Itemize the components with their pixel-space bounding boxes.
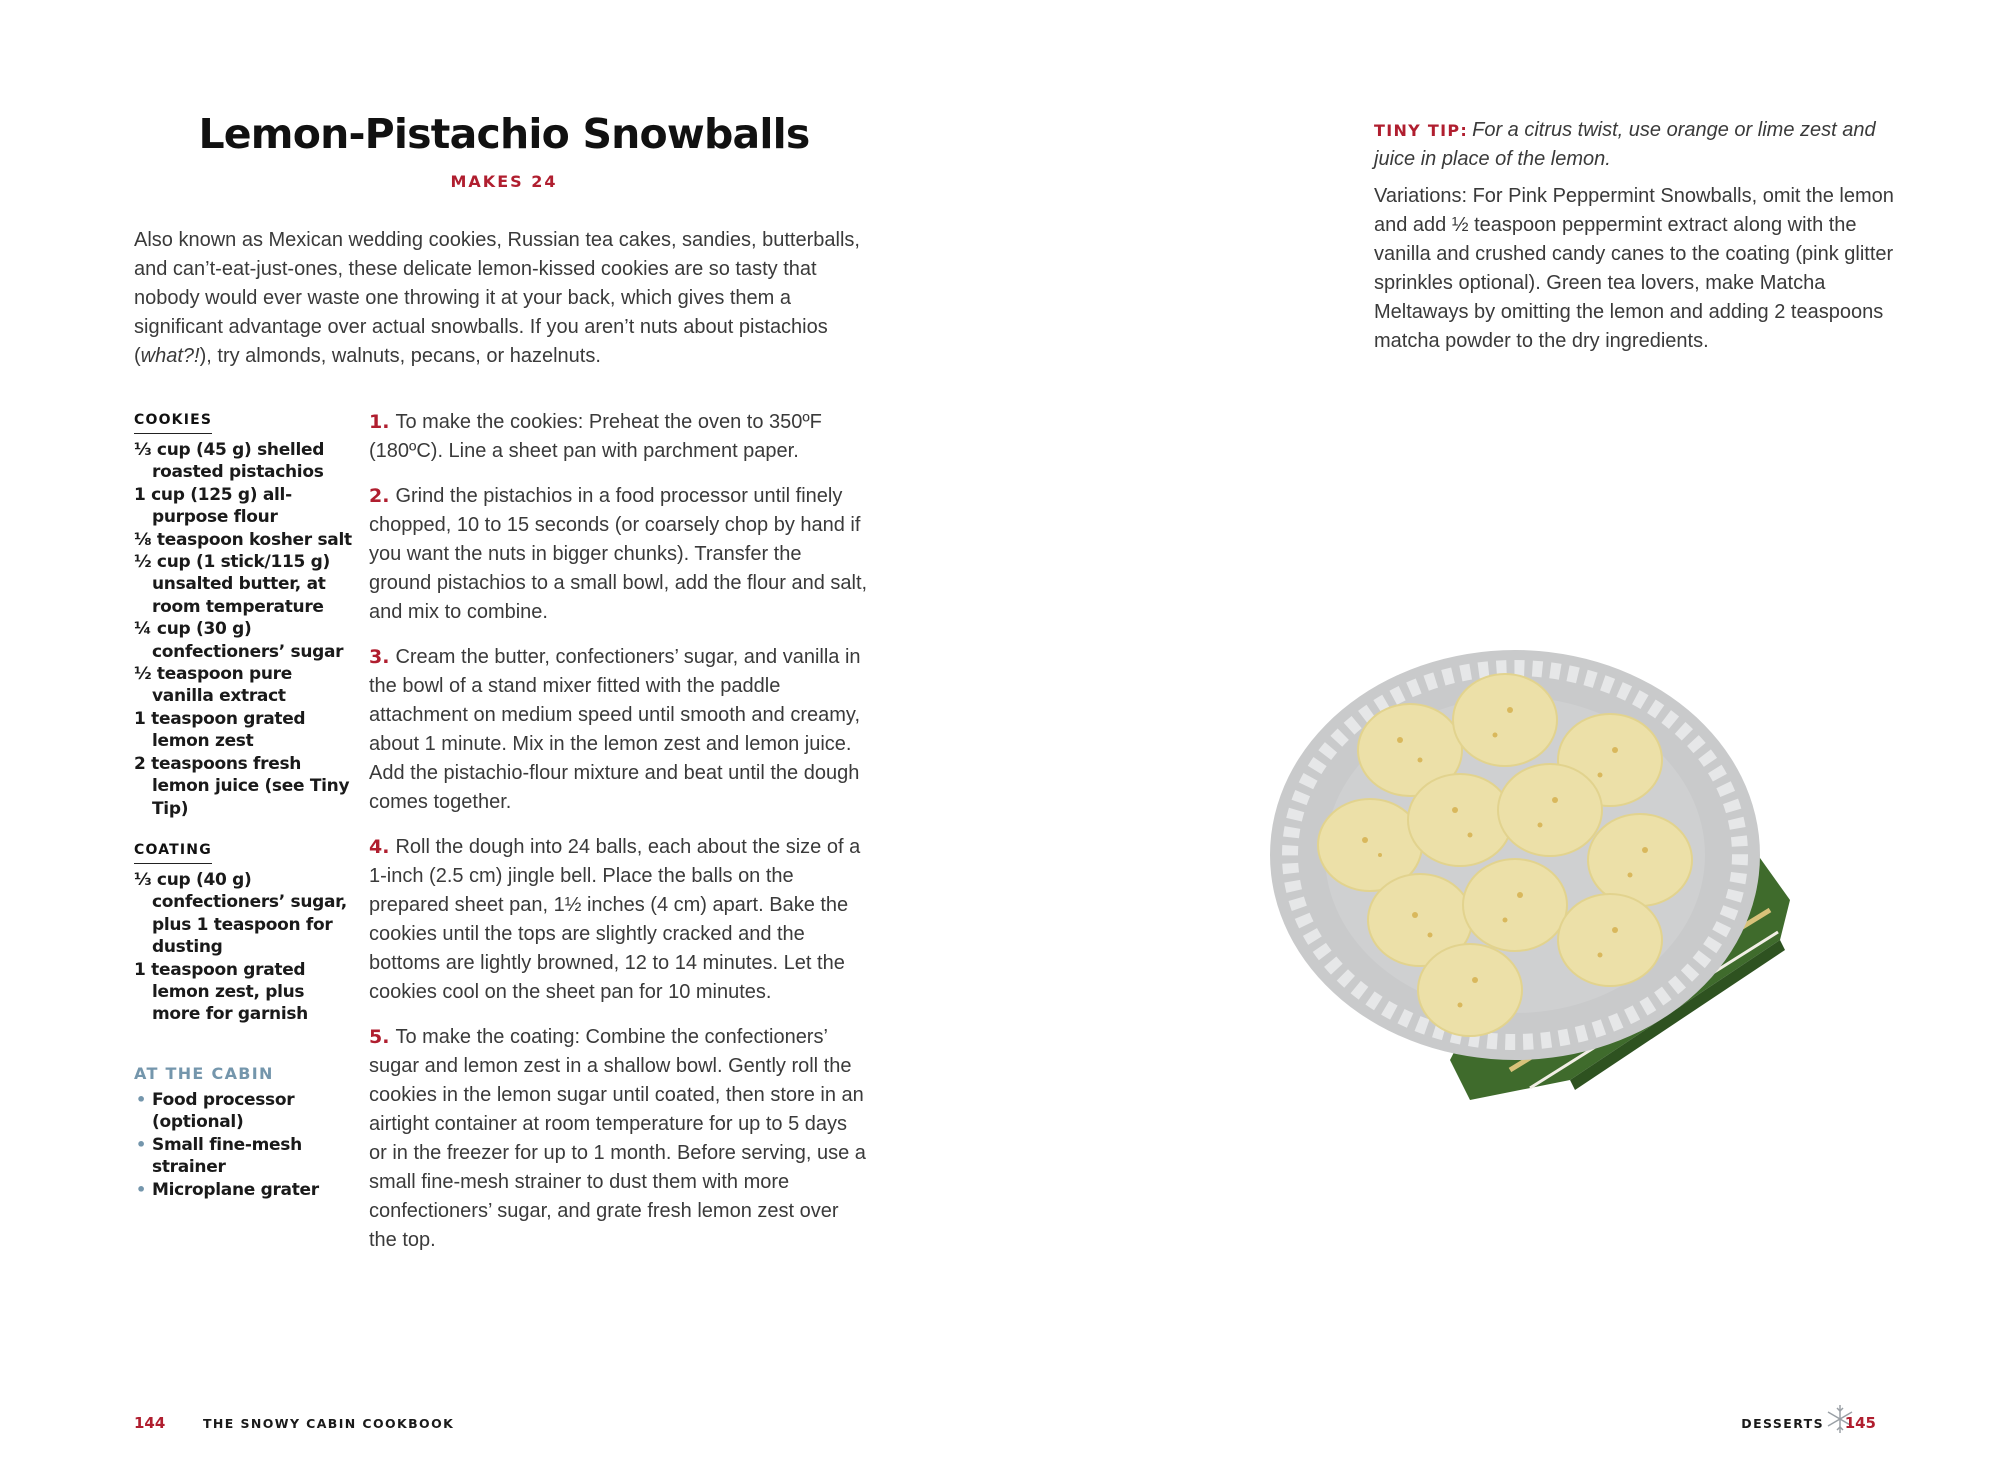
intro-text-2: ), try almonds, walnuts, pecans, or hazelnuts. [199,345,601,367]
at-the-cabin [134,1064,354,1201]
coating-ingredients [134,838,354,1026]
ingredient-item: 1 teaspoon grated lemon zest [134,708,306,752]
ingredient-item: ½ cup (1 stick/115 g) unsalted butter, at room temperature [134,552,331,617]
ingredients-column [134,408,354,1044]
ingredient-item: 2 teaspoons fresh lemon juice (see Tiny Tip) [134,753,350,819]
cookies-heading: COOKIES [134,410,212,434]
ingredient-item: 1 teaspoon grated lemon zest, plus more for garnish [134,959,308,1025]
right-page [1000,0,2000,1480]
variations-text: Variations: For Pink Peppermint Snowballs, omit the lemon and add ½ teaspoon peppermint extract along with the vanilla and crushed candy canes to the coating (pink glitter sprinkles optional). Green tea lovers, make Matcha Meltaways by omitting the lemon and adding 2 teaspoons matcha powder to the dry ingredients. [1374,185,1894,352]
cookie [1498,764,1602,856]
section-name-footer: DESSERTS [1741,1416,1824,1431]
ingredient-item: 1 cup (125 g) all-purpose flour [134,484,292,528]
tiny-tip [1374,116,1894,174]
method-steps [369,408,869,1271]
step-text: Roll the dough into 24 balls, each about the size of a 1-inch (2.5 cm) jingle bell. Place the balls on the prepared sheet pan, 1½ inches (4 cm) apart. Bake the cookies until the tops are slightly cracked and the bottoms are lightly browned, 12 to 14 minutes. Let the cookies cool on the sheet pan for 10 minutes. [369,836,861,1003]
book-title-footer: THE SNOWY CABIN COOKBOOK [203,1416,455,1431]
tool-item [134,1134,354,1179]
step-text: To make the coating: Combine the confectioners’ sugar and lemon zest in a shallow bowl. Gently roll the cookies in the lemon sugar until coated, then store in an airtight container at room temperature for up to 5 days or in the freezer for up to 1 month. Before serving, use a small fine-mesh strainer to dust them with more confectioners’ sugar, and grate fresh lemon zest over the top. [369,1026,866,1251]
step-1 [369,408,869,466]
tip-label: TINY TIP: [1374,121,1469,140]
step-3 [369,643,869,817]
step-number: 2. [369,485,390,507]
cookies-ingredients [134,408,354,820]
bullet-icon: • [136,1134,146,1154]
bullet-icon: • [136,1090,146,1109]
step-5 [369,1023,869,1255]
ingredient-item: ⅓ cup (40 g) confectioners’ sugar, plus 1 teaspoon for dusting [134,869,347,958]
step-number: 4. [369,836,390,858]
tool-item [134,1089,354,1134]
tool-label: Food processor (optional) [152,1090,295,1133]
ingredient-item: ½ teaspoon pure vanilla extract [134,664,292,707]
step-number: 1. [369,411,390,433]
cookie-plate-illustration [1270,640,1810,1100]
cookie [1588,814,1692,906]
ingredient-item: ⅛ teaspoon kosher salt [134,529,352,550]
page-number-right: 145 [1844,1414,1876,1432]
step-4 [369,833,869,1007]
recipe-intro [134,226,869,371]
cookie [1558,894,1662,986]
cookie [1408,774,1512,866]
step-2 [369,482,869,627]
step-number: 5. [369,1026,390,1048]
page-number-left: 144 [134,1414,166,1432]
tool-label: Small fine-mesh strainer [152,1134,302,1178]
tool-label: Microplane grater [152,1179,319,1200]
intro-text-1: Also known as Mexican wedding cookies, Russian tea cakes, sandies, butterballs, and can’t-eat-just-ones, these delicate lemon-kissed cookies are so tasty that nobody would ever waste one throwing it at your back, which gives them a significant advantage over actual snowballs. If you aren’t nuts about pistachios ( [134,229,860,367]
tip-text: For a citrus twist, use orange or lime zest and juice in place of the lemon. [1374,119,1876,170]
cookie [1418,944,1522,1036]
coating-heading: COATING [134,840,212,864]
cabin-heading: AT THE CABIN [134,1064,274,1083]
intro-emphasis: what?! [140,345,200,367]
cookie [1453,674,1557,766]
ingredient-item: ¼ cup (30 g) confectioners’ sugar [134,619,344,662]
step-text: To make the cookies: Preheat the oven to 350ºF (180ºC). Line a sheet pan with parchment paper. [369,411,822,462]
step-text: Grind the pistachios in a food processor until finely chopped, 10 to 15 seconds (or coarsely chop by hand if you want the nuts in bigger chunks). Transfer the ground pistachios to a small bowl, add the flour and salt, and mix to combine. [369,485,868,623]
step-number: 3. [369,646,390,668]
cookie [1463,859,1567,951]
step-text: Cream the butter, confectioners’ sugar, and vanilla in the bowl of a stand mixer fitted with the paddle attachment on medium speed until smooth and creamy, about 1 minute. Mix in the lemon zest and lemon juice. Add the pistachio-flour mixture and beat until the dough comes together. [369,646,861,813]
ingredient-item: ⅓ cup (45 g) shelled roasted pistachios [134,440,325,483]
yield-label: MAKES 24 [450,172,558,191]
bullet-icon: • [136,1179,146,1199]
tool-item [134,1179,354,1201]
recipe-title: Lemon-Pistachio Snowballs [198,110,810,158]
